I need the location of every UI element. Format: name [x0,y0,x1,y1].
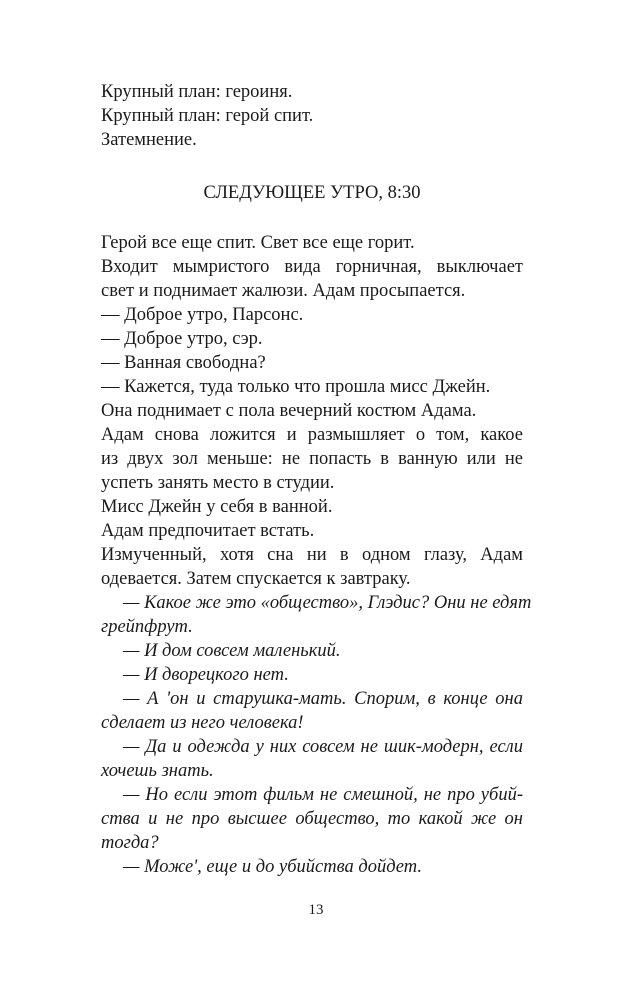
text-line: — Ванная свободна? [101,353,266,373]
text-line: Крупный план: героиня. [101,82,293,102]
text-line: Измученный, хотя сна ни в одном глазу, Адам [101,545,523,565]
text-line: Адам предпочитает встать. [101,521,315,541]
dialogue-line: — А 'он и старушка-мать. Спорим, в конце она [123,689,523,709]
text-line: свет и поднимает жалюзи. Адам просыпается. [101,281,466,301]
page-number: 13 [308,902,324,918]
dialogue-line: — И дом совсем маленький. [123,641,341,661]
text-line: — Доброе утро, сэр. [101,329,263,349]
text-line: одевается. Затем спускается к завтраку. [101,569,411,589]
section-heading: СЛЕДУЮЩЕЕ УТРО, 8:30 [203,183,421,203]
text-line: из двух зол меньше: не попасть в ванную или не [101,449,523,469]
dialogue-line: — Може', еще и до убийства дойдет. [123,857,422,877]
text-line: — Доброе утро, Парсонс. [101,305,304,325]
dialogue-line: тогда? [101,833,159,853]
text-line: успеть занять место в студии. [101,473,335,493]
dialogue-line: ства и не про высшее общество, то какой же он [101,809,523,829]
text-line: Адам снова ложится и размышляет о том, какое [101,425,523,445]
dialogue-line: — Да и одежда у них совсем не шик-модерн, если [123,737,523,757]
dialogue-line: — Но если этот фильм не смешной, не про убий- [123,785,523,805]
text-line: — Кажется, туда только что прошла мисс Джейн. [101,377,491,397]
text-line: Затемнение. [101,130,197,150]
text-line: Герой все еще спит. Свет все еще горит. [101,233,415,253]
dialogue-line: сделает из него человека! [101,713,304,733]
text-line: Мисс Джейн у себя в ванной. [101,497,333,517]
text-line: Входит мымристого вида горничная, выключает [101,257,523,277]
text-line: Она поднимает с пола вечерний костюм Адама. [101,401,477,421]
dialogue-line: — И дворецкого нет. [123,665,289,685]
text-line: Крупный план: герой спит. [101,106,314,126]
dialogue-line: грейпфрут. [101,617,193,637]
dialogue-line: хочешь знать. [101,761,214,781]
dialogue-line: — Какое же это «общество», Глэдис? Они не едят [123,593,532,613]
